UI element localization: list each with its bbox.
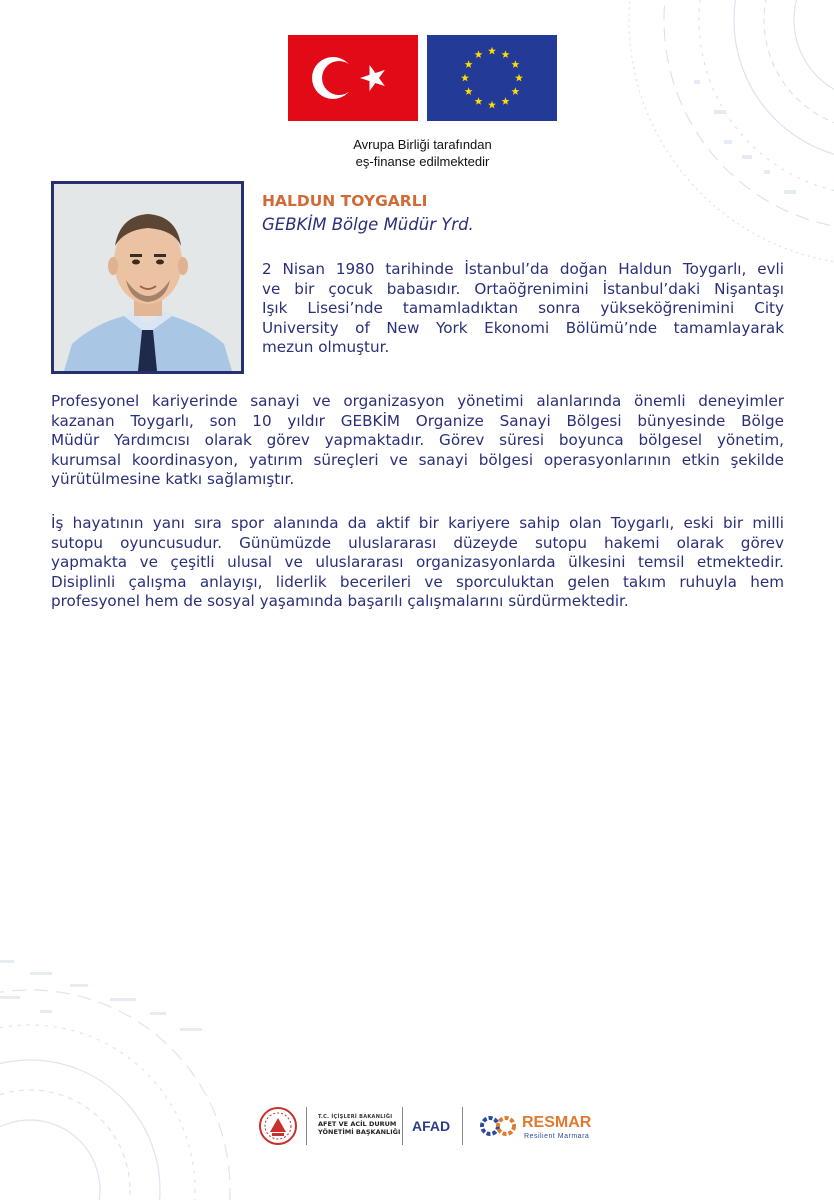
ministry-emblem-icon: [256, 1106, 300, 1146]
bio-p3-line: Disiplinli çalışma anlayışı, liderlik becerileri ve sporculuktan gelen takım ruhuyla hem: [51, 572, 784, 591]
bio-p3-line: sutopu oyuncusudur. Günümüzde uluslararası düzeyde sutopu hakemi olarak görev: [51, 533, 784, 552]
bio-p2-line: yürütülmesine katkı sağlamıştır.: [51, 470, 295, 488]
eu-caption-line-1: Avrupa Birliği tarafından: [353, 137, 492, 152]
bio-p3-line: profesyonel hem de sosyal yaşamında başarılı çalışmalarını sürdürmektedir.: [51, 592, 629, 610]
bio-p1-line: ve bir çocuk babasıdır. Ortaöğrenimini İstanbul’daki Nişantaşı: [262, 279, 784, 298]
bio-p1-line: 2 Nisan 1980 tarihinde İstanbul’da doğan Haldun Toygarlı, evli: [262, 260, 784, 278]
bio-p3-line: yapmakta ve çeşitli ulusal ve uluslararası organizasyonlarda ülkesini temsil etmektedir.: [51, 553, 784, 571]
resmar-logo-icon: [478, 1113, 520, 1139]
bio-paragraph-2: [51, 392, 784, 490]
eu-star-icon: [511, 60, 519, 68]
eu-star-icon: [461, 74, 469, 82]
eu-star-icon: [515, 74, 523, 82]
ministry-name-line-1: AFET VE ACİL DURUM: [318, 1120, 397, 1128]
person-name: HALDUN TOYGARLI: [262, 192, 428, 210]
eu-star-icon: [511, 87, 519, 95]
eu-star-icon: [502, 50, 510, 58]
bio-p1-line: mezun olmuştur.: [262, 338, 390, 356]
eu-flag-icon: [427, 35, 557, 121]
decorative-pattern-bottom-left: [0, 940, 300, 1200]
person-position: GEBKİM Bölge Müdür Yrd.: [262, 215, 474, 234]
eu-caption-line-2: eş-finanse edilmektedir: [355, 154, 490, 169]
afad-logo-icon: AFAD: [412, 1118, 451, 1134]
ministry-small-text: T.C. İÇİŞLERİ BAKANLIĞI: [318, 1114, 393, 1120]
bio-p1-line: University of New York Ekonomi Bölümü’nde tamamlayarak: [262, 318, 784, 337]
resmar-subtitle: Resilient Marmara: [524, 1133, 590, 1140]
bio-p2-line: kurumsal koordinasyon, yatırım süreçleri ve sanayi bölgesi operasyonlarının etkin şekilde: [51, 450, 784, 469]
resmar-wordmark: RESMAR: [522, 1114, 592, 1131]
footer-logos: [256, 1103, 596, 1149]
decorative-pattern-top-right: [574, 0, 834, 280]
eu-star-icon: [502, 97, 510, 105]
ministry-name-line-2: YÖNETİMİ BAŞKANLIĞI: [318, 1128, 401, 1136]
bio-p1-line: Işık Lisesi’nde tamamladıktan sonra yükseköğrenimini City: [262, 299, 784, 317]
ministry-name: [318, 1120, 408, 1136]
eu-star-icon: [465, 87, 473, 95]
footer-divider: [306, 1107, 307, 1145]
bio-p3-line: İş hayatının yanı sıra spor alanında da aktif bir kariyere sahip olan Toygarlı, eski bir milli: [51, 514, 784, 532]
eu-star-icon: [475, 97, 483, 105]
eu-star-icon: [488, 101, 496, 109]
bio-paragraph-1: [262, 260, 784, 358]
bio-paragraph-3: [51, 514, 784, 612]
footer-divider: [402, 1107, 403, 1145]
footer-divider: [462, 1107, 463, 1145]
bio-p2-line: Müdür Yardımcısı olarak görev yapmaktadır. Görev süresi boyunca bölgesel yönetim,: [51, 431, 784, 449]
bio-p2-line: Profesyonel kariyerinde sanayi ve organizasyon yönetimi alanlarında önemli deneyimler: [51, 392, 784, 410]
eu-star-icon: [488, 47, 496, 55]
bio-p2-line: kazanan Toygarlı, son 10 yıldır GEBKİM Organize Sanayi Bölgesi bünyesinde Bölge: [51, 411, 784, 430]
eu-star-icon: [475, 50, 483, 58]
eu-cofinance-caption: [290, 136, 555, 170]
eu-star-icon: [465, 60, 473, 68]
profile-photo: [51, 181, 244, 374]
turkey-flag-icon: [288, 35, 418, 121]
